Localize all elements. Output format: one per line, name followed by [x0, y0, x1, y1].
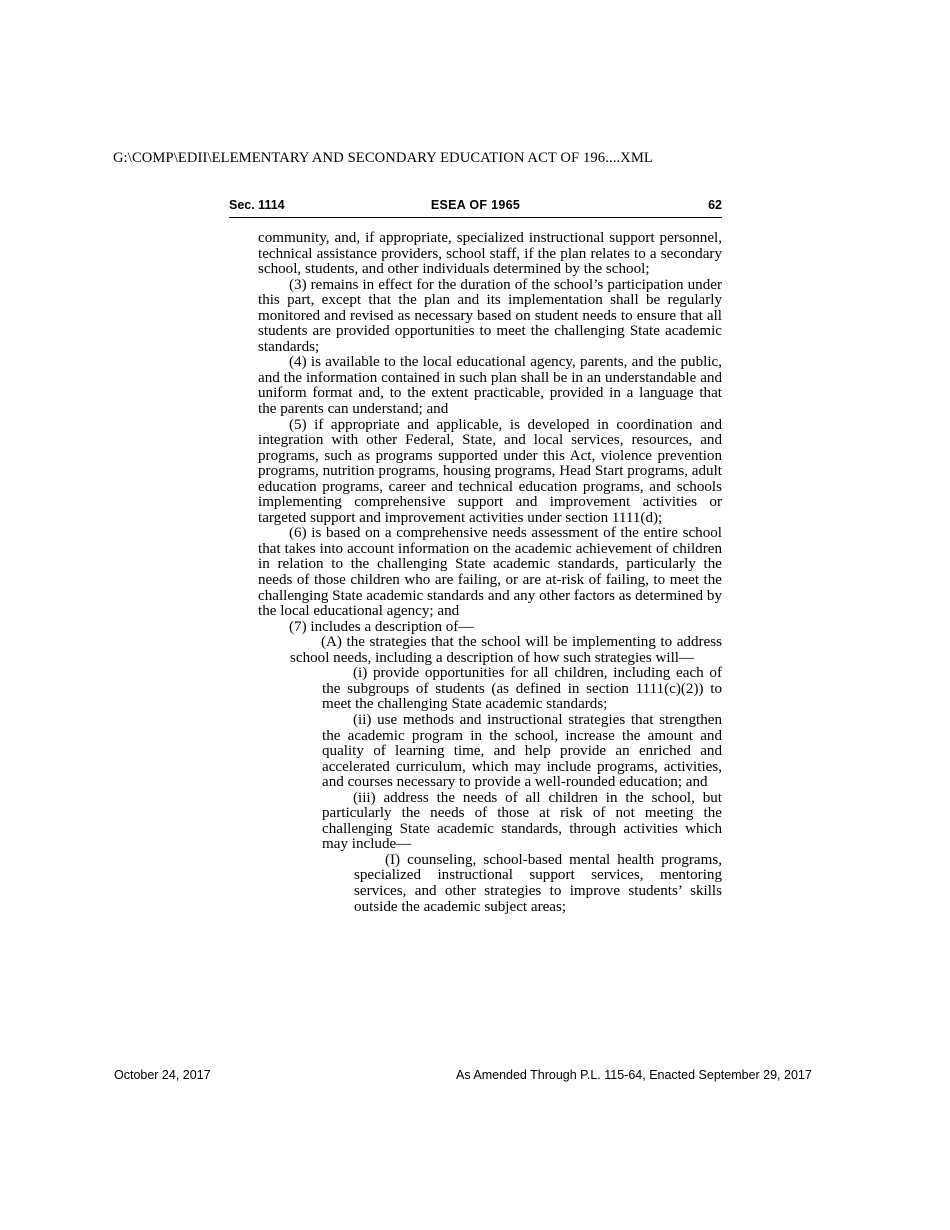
- paragraph-4: (4) is available to the local educational agency, parents, and the public, and the information contained in such plan shall be in an understandable and uniform format and, to the extent practicable, provided in a language that the parents can understand; and: [258, 354, 722, 418]
- subparagraph-A: (A) the strategies that the school will be implementing to address school needs, including a description of how such strategies will—: [290, 634, 722, 666]
- footer-amended-note: As Amended Through P.L. 115-64, Enacted September 29, 2017: [456, 1068, 812, 1082]
- footer-date: October 24, 2017: [114, 1068, 211, 1082]
- paragraph-5: (5) if appropriate and applicable, is developed in coordination and integration with other Federal, State, and local services, resources, and programs, such as programs supported under this Act, violence prevention programs, nutrition programs, housing programs, Head Start programs, adult education programs, career and technical education programs, and schools implementing comprehensive support and improvement activities or targeted support and improvement activities under section 1111(d);: [258, 416, 722, 526]
- statute-body: [258, 231, 722, 915]
- clause-ii: (ii) use methods and instructional strategies that strengthen the academic program in the school, increase the amount and quality of learning time, and help provide an enriched and accelerated curriculum, which may include programs, activities, and courses necessary to provide a well-rounded education; and: [322, 711, 722, 791]
- clause-i: (i) provide opportunities for all children, including each of the subgroups of students (as defined in section 1111(c)(2)) to meet the challenging State academic standards;: [322, 665, 722, 713]
- act-title: ESEA OF 1965: [430, 198, 521, 212]
- file-path-header: G:\COMP\EDII\ELEMENTARY AND SECONDARY EDUCATION ACT OF 196....XML: [113, 150, 653, 166]
- page-number: 62: [708, 198, 722, 212]
- paragraph-7: (7) includes a description of—: [289, 618, 474, 635]
- running-head: [229, 198, 722, 218]
- clause-iii: (iii) address the needs of all children in the school, but particularly the needs of those at risk of not meeting the challenging State academic standards, through activities which may include—: [322, 789, 722, 853]
- paragraph-6: (6) is based on a comprehensive needs assessment of the entire school that takes into account information on the academic achievement of children in relation to the challenging State academic standards, particularly the needs of those children who are failing, or are at-risk of failing, to meet the challenging State academic standards and any other factors as determined by the local educational agency; and: [258, 525, 722, 620]
- paragraph-continuation: community, and, if appropriate, specialized instructional support personnel, technical assistance providers, school staff, if the plan relates to a secondary school, students, and other individuals determined by the school;: [258, 230, 722, 278]
- paragraph-3: (3) remains in effect for the duration of the school’s participation under this part, except that the plan and its implementation shall be regularly monitored and revised as necessary based on student needs to ensure that all students are provided opportunities to meet the challenging State academic standards;: [258, 276, 722, 355]
- subclause-I: (I) counseling, school-based mental health programs, specialized instructional support services, mentoring services, and other strategies to improve students’ skills outside the academic subject areas;: [354, 851, 722, 915]
- section-number: Sec. 1114: [229, 198, 285, 212]
